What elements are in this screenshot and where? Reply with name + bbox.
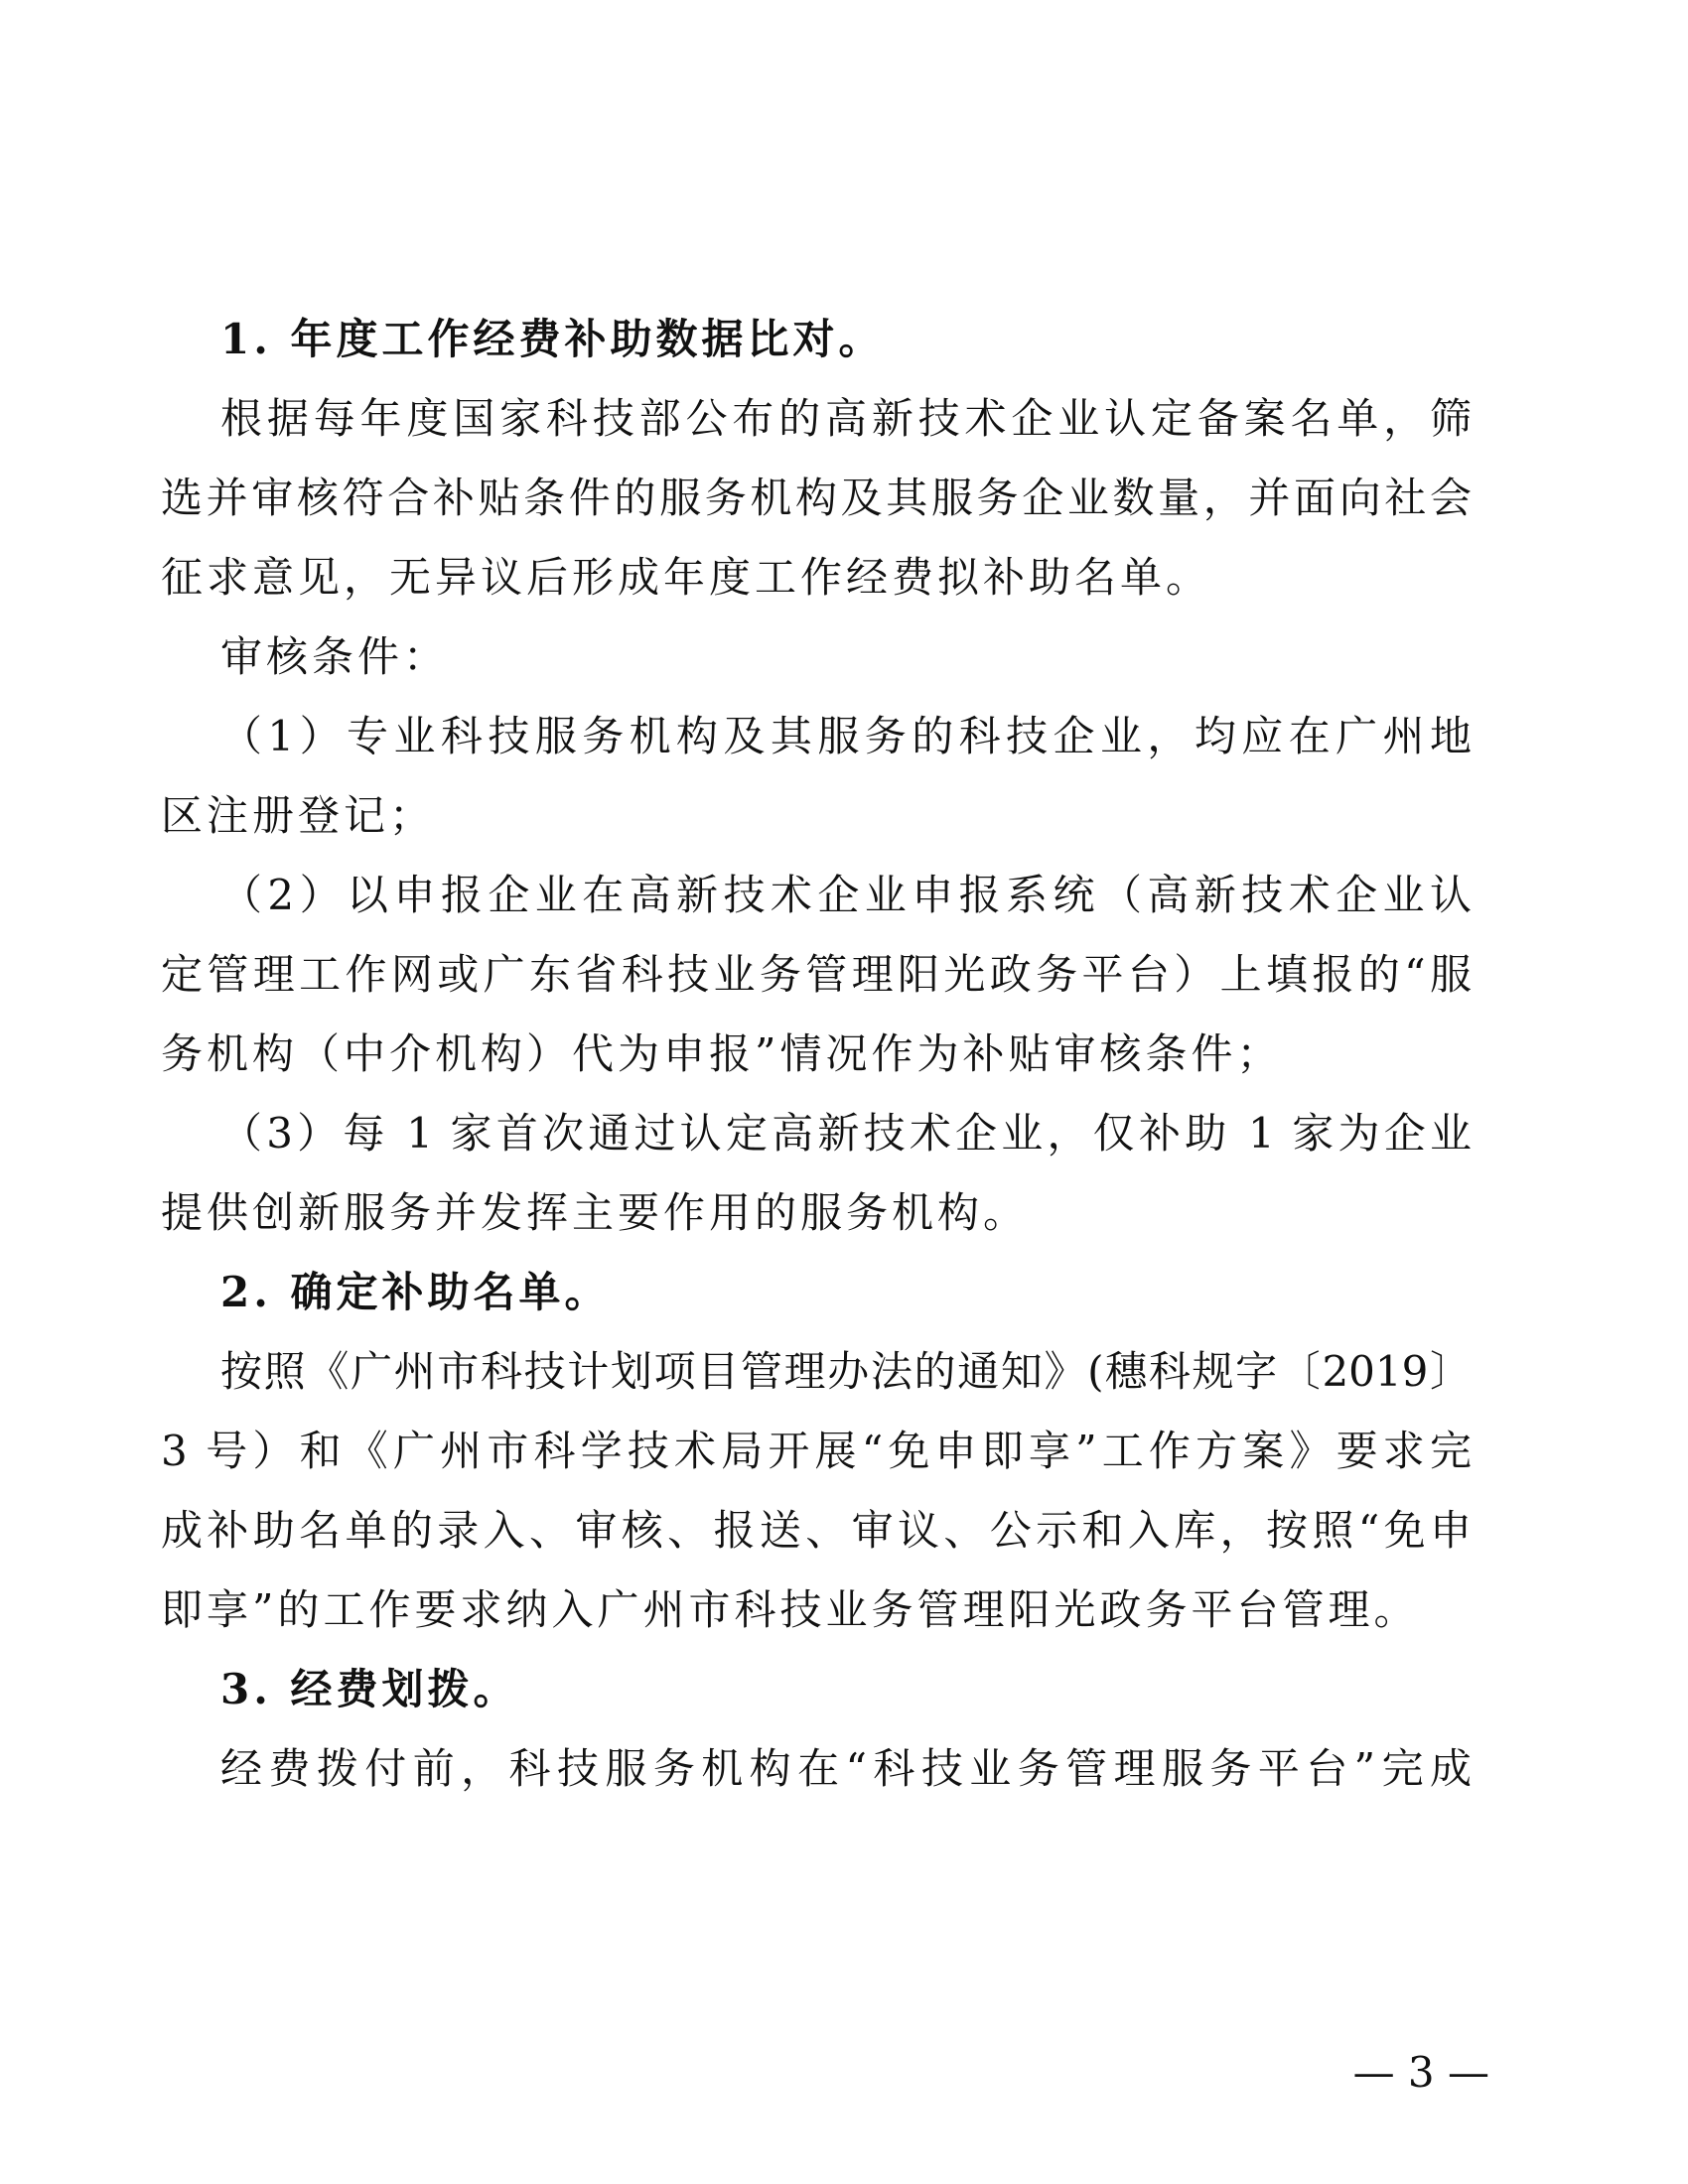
conditions-label: 审核条件： [220, 632, 450, 681]
paragraph-1-line-3: 征求意见，无异议后形成年度工作经费拟补助名单。 [161, 553, 1212, 602]
paragraph-3-line-1: 经费拨付前，科技服务机构在“科技业务管理服务平台”完成 [220, 1744, 1472, 1793]
condition-2-line-2: 定管理工作网或广东省科技业务管理阳光政务平台）上填报的“服 [161, 950, 1472, 999]
condition-3-line-2: 提供创新服务并发挥主要作用的服务机构。 [161, 1188, 1030, 1237]
section-heading-3: 3. 经费划拨。 [220, 1665, 519, 1713]
paragraph-1-line-2: 选并审核符合补贴条件的服务机构及其服务企业数量，并面向社会 [161, 474, 1472, 522]
condition-1-line-1: （1）专业科技服务机构及其服务的科技企业，均应在广州地 [220, 712, 1472, 760]
condition-2-line-1: （2）以申报企业在高新技术企业申报系统（高新技术企业认 [220, 871, 1472, 919]
condition-3-line-1: （3）每 1 家首次通过认定高新技术企业，仅补助 1 家为企业 [220, 1109, 1472, 1158]
page-number: — 3 — [1352, 2048, 1489, 2097]
condition-2-line-3: 务机构（中介机构）代为申报”情况作为补贴审核条件； [161, 1029, 1283, 1078]
paragraph-2-line-2: 3 号）和《广州市科学技术局开展“免申即享”工作方案》要求完 [161, 1427, 1472, 1475]
paragraph-1-line-1: 根据每年度国家科技部公布的高新技术企业认定备案名单，筛 [220, 394, 1472, 443]
section-heading-2: 2. 确定补助名单。 [220, 1268, 611, 1316]
paragraph-2-line-4: 即享”的工作要求纳入广州市科技业务管理阳光政务平台管理。 [161, 1585, 1420, 1634]
paragraph-2-line-1: 按照《广州市科技计划项目管理办法的通知》(穗科规字〔2019〕 [220, 1347, 1472, 1396]
paragraph-2-line-3: 成补助名单的录入、审核、报送、审议、公示和入库，按照“免申 [161, 1506, 1472, 1555]
condition-1-line-2: 区注册登记； [161, 791, 436, 840]
section-heading-1: 1. 年度工作经费补助数据比对。 [220, 315, 885, 363]
